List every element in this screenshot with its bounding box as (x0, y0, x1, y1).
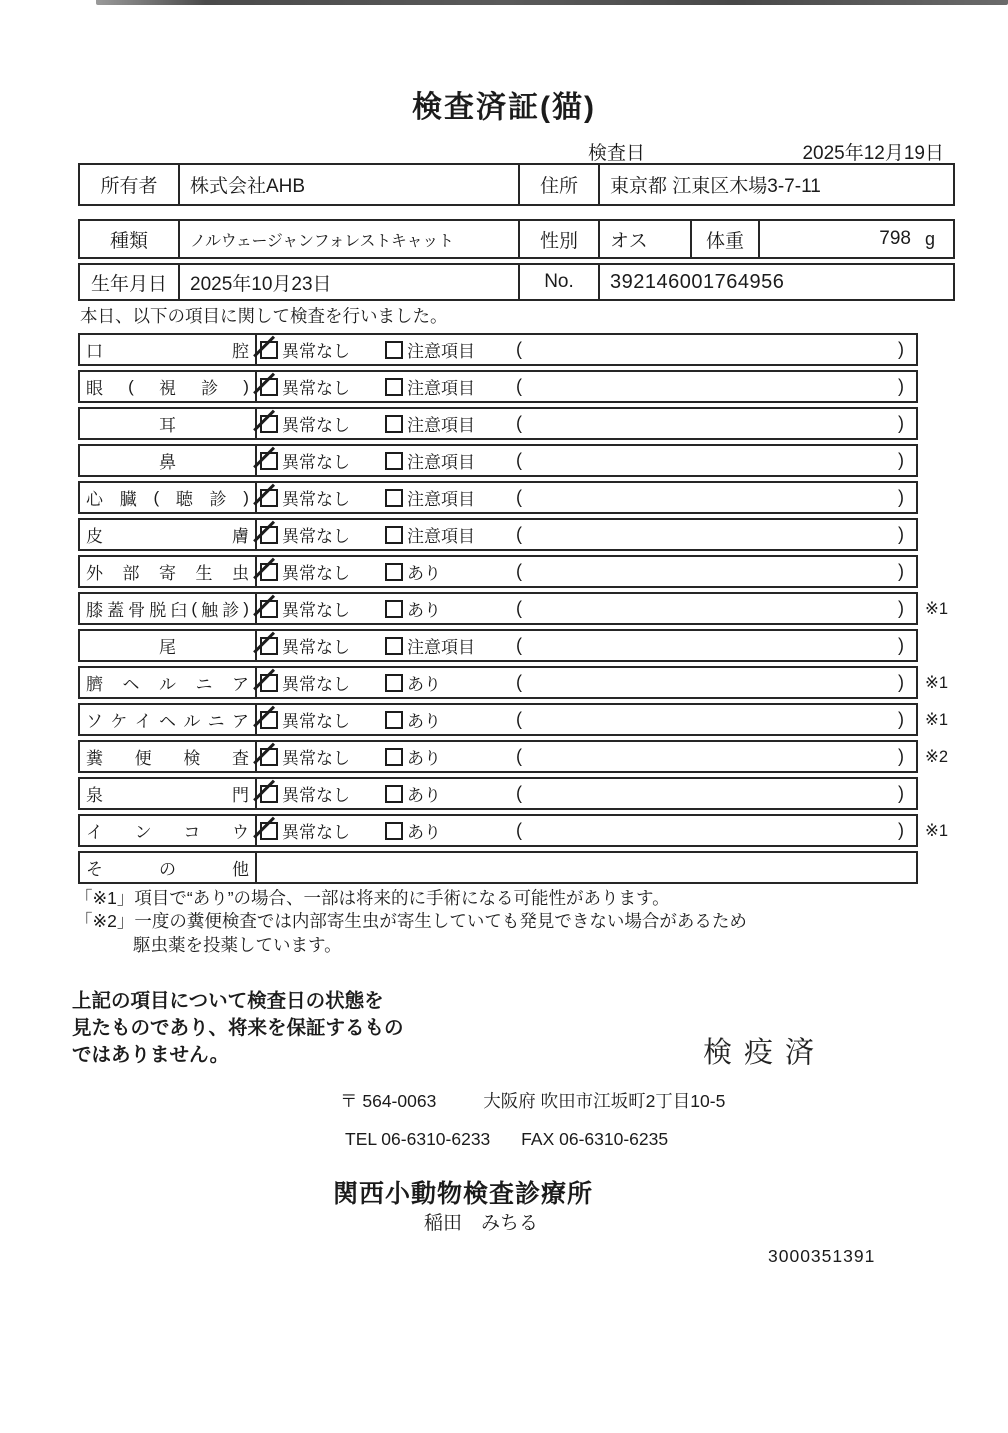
paren-open: ( (516, 635, 522, 655)
check-row (78, 666, 949, 699)
checkbox-alt (385, 559, 441, 584)
checkbox-alt (385, 781, 441, 806)
check-ok-label: 異常なし (282, 675, 350, 694)
checkbox-alt (385, 337, 475, 362)
empty-checkbox-icon (385, 489, 403, 507)
clinic-postal-line (340, 1088, 725, 1113)
birthdate-row (78, 263, 955, 301)
check-row-label: 耳 (80, 409, 257, 438)
paren-close: ) (898, 709, 904, 729)
checkbox-alt (385, 744, 441, 769)
inspection-date-value: 2025年12月19日 (802, 143, 944, 164)
empty-checkbox-icon (385, 563, 403, 581)
check-row-content (257, 816, 916, 845)
paren-open: ( (516, 450, 522, 470)
no-value: 392146001764956 (610, 270, 785, 293)
checked-checkbox-icon (260, 785, 278, 803)
paren-open: ( (516, 709, 522, 729)
check-row-label: 口 腔 (80, 335, 257, 364)
checked-checkbox-icon (260, 822, 278, 840)
check-row-content (257, 483, 916, 512)
check-row-label: 尾 (80, 631, 257, 660)
postal-code: 〒 564-0063 (340, 1091, 437, 1111)
checkbox-alt (385, 448, 475, 473)
check-row-label: イ ン コ ウ (80, 816, 257, 845)
inspection-date-row (588, 138, 944, 165)
veterinarian-name: 稲田 みちる (424, 1213, 539, 1234)
check-ok-label: 異常なし (282, 342, 350, 361)
check-row-label: 泉 門 (80, 779, 257, 808)
check-row (78, 407, 918, 440)
checkbox-alt (385, 374, 475, 399)
paren-open: ( (516, 561, 522, 581)
empty-checkbox-icon (385, 711, 403, 729)
owner-value: 株式会社AHB (180, 165, 520, 204)
check-row (78, 333, 918, 366)
empty-checkbox-icon (385, 378, 403, 396)
disclaimer-text (72, 988, 404, 1069)
checkbox-normal (260, 522, 350, 547)
checkbox-normal (260, 411, 350, 436)
check-row (78, 629, 918, 662)
checked-checkbox-icon (260, 674, 278, 692)
clinic-tel-line (345, 1129, 668, 1150)
weight-label: 体重 (692, 221, 760, 257)
checkbox-alt (385, 522, 475, 547)
weight-value-cell (760, 221, 953, 257)
check-row-content (257, 779, 916, 808)
check-row (78, 703, 949, 736)
tel-number: TEL 06-6310-6233 (345, 1129, 491, 1149)
check-row-content (257, 409, 916, 438)
paren-close: ) (898, 746, 904, 766)
paren-open: ( (516, 783, 522, 803)
check-alt-label: 注意項目 (407, 416, 475, 435)
paren-close: ) (898, 524, 904, 544)
paren-open: ( (516, 598, 522, 618)
checked-checkbox-icon (260, 563, 278, 581)
check-alt-label: 注意項目 (407, 342, 475, 361)
empty-checkbox-icon (385, 674, 403, 692)
paren-open: ( (516, 672, 522, 692)
checked-checkbox-icon (260, 489, 278, 507)
empty-checkbox-icon (385, 526, 403, 544)
check-ok-label: 異常なし (282, 379, 350, 398)
fax-number: FAX 06-6310-6235 (521, 1129, 669, 1149)
checkbox-normal (260, 337, 350, 362)
check-alt-label: あり (407, 786, 441, 805)
check-row-content (257, 631, 916, 660)
check-row-label: 眼 ( 視 診 ) (80, 372, 257, 401)
clinic-name: 関西小動物検査診療所 (333, 1180, 594, 1208)
empty-checkbox-icon (385, 748, 403, 766)
check-alt-label: あり (407, 675, 441, 694)
paren-close: ) (898, 561, 904, 581)
paren-open: ( (516, 339, 522, 359)
check-row-note: ※1 (925, 673, 949, 692)
check-row-note: ※2 (925, 747, 949, 766)
sex-label: 性別 (520, 221, 600, 257)
note-line-2: 「※2」一度の糞便検査では内部寄生虫が寄生していても発見できない場合があるため (75, 911, 747, 932)
check-alt-label: 注意項目 (407, 490, 475, 509)
check-alt-label: あり (407, 749, 441, 768)
empty-checkbox-icon (385, 822, 403, 840)
check-row-label: 皮 膚 (80, 520, 257, 549)
checkbox-alt (385, 670, 441, 695)
breed-row (78, 219, 955, 259)
check-ok-label: 異常なし (282, 638, 350, 657)
paren-open: ( (516, 413, 522, 433)
check-ok-label: 異常なし (282, 786, 350, 805)
weight-value: 798 (879, 228, 911, 249)
checked-checkbox-icon (260, 341, 278, 359)
paren-close: ) (898, 820, 904, 840)
check-row-content (257, 372, 916, 401)
sex-value: オス (600, 221, 692, 257)
check-ok-label: 異常なし (282, 601, 350, 620)
check-ok-label: 異常なし (282, 712, 350, 731)
serial-number: 3000351391 (768, 1246, 876, 1266)
check-alt-label: 注意項目 (407, 638, 475, 657)
checkbox-normal (260, 781, 350, 806)
check-row (78, 851, 918, 884)
address-label: 住所 (520, 165, 600, 204)
check-row-label: 糞 便 検 査 (80, 742, 257, 771)
check-ok-label: 異常なし (282, 564, 350, 583)
checkbox-normal (260, 374, 350, 399)
check-row (78, 592, 949, 625)
breed-label: 種類 (80, 221, 180, 257)
disclaimer-line-1: 上記の項目について検査日の状態を (72, 990, 384, 1012)
empty-checkbox-icon (385, 600, 403, 618)
check-table (78, 333, 949, 888)
checked-checkbox-icon (260, 600, 278, 618)
check-row-content (257, 557, 916, 586)
page-title: 検査済証(猫) (412, 91, 596, 124)
check-row (78, 555, 918, 588)
intro-text: 本日、以下の項目に関して検査を行いました。 (80, 306, 448, 326)
birthdate-value: 2025年10月23日 (180, 265, 520, 299)
paren-open: ( (516, 820, 522, 840)
check-row (78, 518, 918, 551)
check-row-content (257, 668, 916, 697)
scan-edge-artifact (96, 0, 1008, 5)
check-ok-label: 異常なし (282, 453, 350, 472)
check-row-content (257, 705, 916, 734)
checked-checkbox-icon (260, 452, 278, 470)
checked-checkbox-icon (260, 415, 278, 433)
check-row (78, 740, 949, 773)
paren-close: ) (898, 487, 904, 507)
empty-checkbox-icon (385, 415, 403, 433)
check-alt-label: あり (407, 712, 441, 731)
checkbox-alt (385, 707, 441, 732)
checkbox-alt (385, 596, 441, 621)
check-row-content (257, 335, 916, 364)
paren-close: ) (898, 450, 904, 470)
check-row (78, 814, 949, 847)
paren-open: ( (516, 376, 522, 396)
checkbox-normal (260, 448, 350, 473)
checked-checkbox-icon (260, 526, 278, 544)
checked-checkbox-icon (260, 637, 278, 655)
owner-row (78, 163, 955, 206)
check-row-label: そ の 他 (80, 853, 257, 882)
check-ok-label: 異常なし (282, 416, 350, 435)
check-row-content (257, 520, 916, 549)
inspection-date-label: 検査日 (588, 143, 646, 164)
checkbox-alt (385, 818, 441, 843)
disclaimer-line-2: 見たものであり、将来を保証するもの (72, 1016, 404, 1039)
checkbox-normal (260, 596, 350, 621)
check-row-note: ※1 (925, 710, 949, 729)
note-line-1: 「※1」項目で“あり”の場合、一部は将来的に手術になる可能性があります。 (75, 888, 670, 908)
check-row-label: ソ ケ イ ヘ ル ニ ア (80, 705, 257, 734)
check-ok-label: 異常なし (282, 527, 350, 546)
disclaimer-line-3: ではありません。 (72, 1043, 230, 1066)
check-row-label: 鼻 (80, 446, 257, 475)
paren-close: ) (898, 635, 904, 655)
check-row-content (257, 594, 916, 623)
owner-label: 所有者 (80, 165, 180, 204)
checked-checkbox-icon (260, 378, 278, 396)
check-row-label: 膝 蓋 骨 脱 臼 ( 触 診 ) (80, 594, 257, 623)
note-line-3: 駆虫薬を投薬しています。 (133, 934, 342, 955)
check-row (78, 777, 918, 810)
empty-checkbox-icon (385, 341, 403, 359)
check-row-content (257, 446, 916, 475)
clinic-address: 大阪府 吹田市江坂町2丁目10-5 (483, 1091, 726, 1111)
check-alt-label: 注意項目 (407, 379, 475, 398)
check-row (78, 370, 918, 403)
check-row-label: 外 部 寄 生 虫 (80, 557, 257, 586)
checkbox-alt (385, 411, 475, 436)
paren-close: ) (898, 783, 904, 803)
checkbox-normal (260, 818, 350, 843)
empty-checkbox-icon (385, 452, 403, 470)
check-alt-label: あり (407, 823, 441, 842)
checkbox-normal (260, 670, 350, 695)
check-row-label: 心 臓 ( 聴 診 ) (80, 483, 257, 512)
check-alt-label: 注意項目 (407, 527, 475, 546)
check-row-content (257, 742, 916, 771)
no-label: No. (520, 265, 600, 299)
checkbox-normal (260, 485, 350, 510)
breed-value: ノルウェージャンフォレストキャット (180, 221, 520, 257)
checkbox-normal (260, 559, 350, 584)
check-row-label: 臍 ヘ ル ニ ア (80, 668, 257, 697)
empty-checkbox-icon (385, 637, 403, 655)
checked-checkbox-icon (260, 748, 278, 766)
paren-close: ) (898, 672, 904, 692)
quarantine-stamp: 検疫済 (703, 1037, 827, 1069)
paren-open: ( (516, 746, 522, 766)
empty-checkbox-icon (385, 785, 403, 803)
paren-open: ( (516, 487, 522, 507)
checked-checkbox-icon (260, 711, 278, 729)
paren-close: ) (898, 339, 904, 359)
checkbox-normal (260, 744, 350, 769)
weight-unit: g (924, 228, 935, 249)
notes-block (75, 887, 747, 957)
paren-open: ( (516, 524, 522, 544)
check-row-note: ※1 (925, 599, 949, 618)
address-value: 東京都 江東区木場3-7-11 (610, 176, 821, 197)
check-ok-label: 異常なし (282, 490, 350, 509)
check-ok-label: 異常なし (282, 823, 350, 842)
check-alt-label: あり (407, 564, 441, 583)
checkbox-alt (385, 485, 475, 510)
checkbox-normal (260, 707, 350, 732)
paren-close: ) (898, 413, 904, 433)
check-ok-label: 異常なし (282, 749, 350, 768)
check-alt-label: あり (407, 601, 441, 620)
checkbox-alt (385, 633, 475, 658)
check-row-content (257, 853, 916, 882)
check-row (78, 444, 918, 477)
check-row (78, 481, 918, 514)
check-alt-label: 注意項目 (407, 453, 475, 472)
paren-close: ) (898, 598, 904, 618)
checkbox-normal (260, 633, 350, 658)
paren-close: ) (898, 376, 904, 396)
birthdate-label: 生年月日 (80, 265, 180, 299)
check-row-note: ※1 (925, 821, 949, 840)
